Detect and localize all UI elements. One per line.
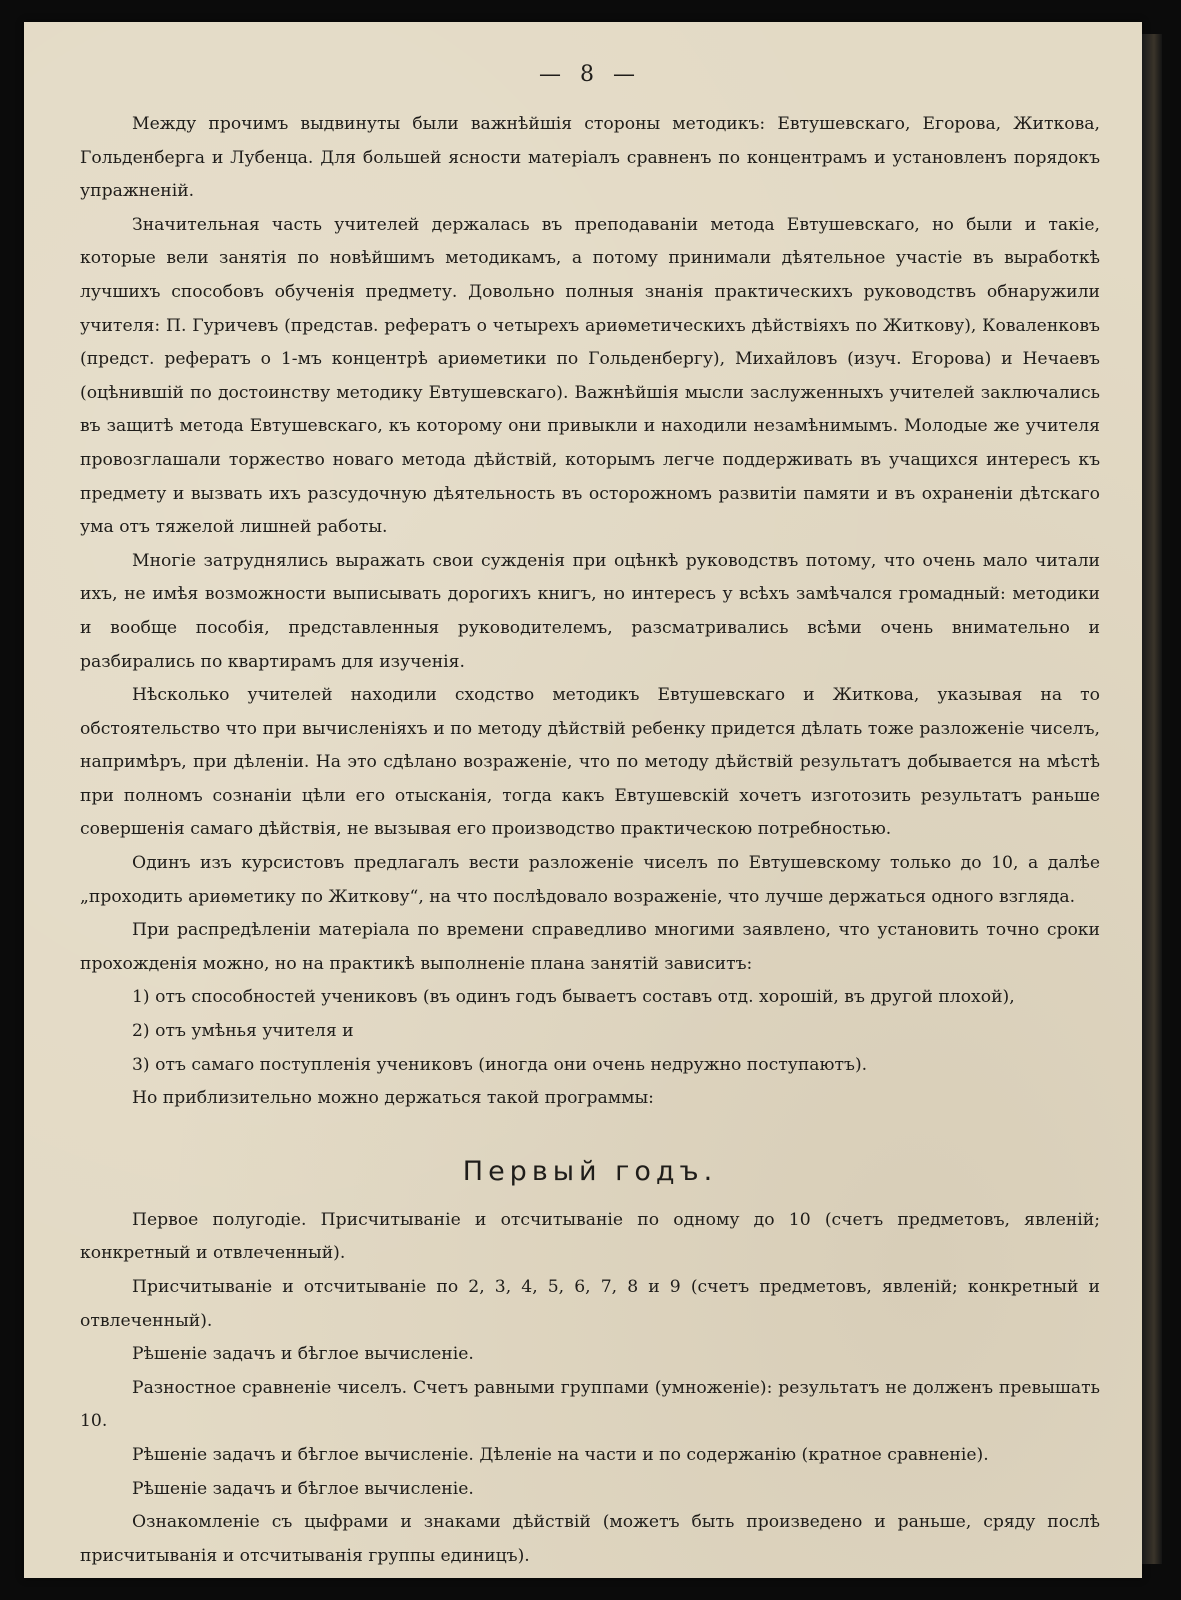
paragraph: Рѣшеніе задачъ и бѣглое вычисленіе. <box>132 1344 474 1365</box>
paragraph: Одинъ изъ курсистовъ предлагалъ вести разложеніе чиселъ по Евтушевскому только до 10, а далѣе „проходить ариѳметику по Житкову“, на что послѣдовало возраженіе, что лучше держаться одного взгляда. <box>80 853 1100 907</box>
paragraph: Но приблизительно можно держаться такой программы: <box>132 1088 654 1109</box>
list-item: 3) отъ самаго поступленія учениковъ (иногда они очень недружно поступаютъ). <box>132 1054 868 1075</box>
paragraph: Между прочимъ выдвинуты были важнѣйшія стороны методикъ: Евтушевскаго, Егорова, Житкова, Гольденберга и Лубенца. Для большей ясности матеріалъ сравненъ по концентрамъ и установленъ порядокъ упражненій. <box>80 114 1100 202</box>
paragraph: Рѣшеніе задачъ и бѣглое вычисленіе. <box>132 1478 474 1499</box>
paragraph: Рѣшеніе задачъ и бѣглое вычисленіе. Дѣленіе на части и по содержанію (кратное сравненіе). <box>132 1444 989 1465</box>
section-title: Первый годъ. <box>462 1155 718 1187</box>
paragraph: Многіе затруднялись выражать свои сужденія при оцѣнкѣ руководствъ потому, что очень мало читали ихъ, не имѣя возможности выписывать дорогихъ книгъ, но интересъ у всѣхъ замѣчался громадный: методики и вообще пособія, представленныя руководителемъ, разсматривались всѣми очень внимательно и разбирались по квартирамъ для изученія. <box>80 550 1100 672</box>
list-item: 1) отъ способностей учениковъ (въ одинъ годъ бываетъ составъ отд. хорошій, въ другой плохой), <box>132 987 1015 1008</box>
paragraph: Присчитываніе и отсчитываніе по 2, 3, 4, 5, 6, 7, 8 и 9 (счетъ предметовъ, явленій; конкретный и отвлеченный). <box>80 1277 1100 1331</box>
page-number: — 8 — <box>539 62 641 87</box>
paragraph: При распредѣленіи матеріала по времени справедливо многими заявлено, что установить точно сроки прохожденія можно, но на практикѣ выполненіе плана занятій зависитъ: <box>80 920 1100 974</box>
paragraph: Разностное сравненіе чиселъ. Счетъ равными группами (умноженіе): результатъ не долженъ превышать 10. <box>80 1377 1100 1432</box>
paragraph: Первое полугодіе. Присчитываніе и отсчитываніе по одному до 10 (счетъ предметовъ, явленій; конкретный и отвлеченный). <box>80 1209 1100 1264</box>
paragraph: Ознакомленіе съ цыфрами и знаками дѣйствій (можетъ быть произведено и раньше, сряду послѣ присчитыванія и отсчитыванія группы единицъ). <box>80 1512 1100 1566</box>
adjacent-page-edge <box>1142 34 1162 1564</box>
list-item: 2) отъ умѣнья учителя и <box>132 1021 354 1042</box>
paragraph: Нѣсколько учителей находили сходство методикъ Евтушевскаго и Житкова, указывая на то обстоятельство что при вычисленіяхъ и по методу дѣйствій ребенку придется дѣлать тоже разложеніе чиселъ, напримѣръ, при дѣленіи. На это сдѣлано возраженіе, что по методу дѣйствій результатъ добывается на мѣстѣ при полномъ сознаніи цѣли его отысканія, тогда какъ Евтушевскій хочетъ изготозить результатъ раньше совершенія самаго дѣйствія, не вызывая его производство практическою потребностью. <box>80 685 1100 840</box>
paragraph: Значительная часть учителей держалась въ преподаваніи метода Евтушевскаго, но были и такіе, которые вели занятія по новѣйшимъ методикамъ, а потому принимали дѣятельное участіе въ выработкѣ лучшихъ способовъ обученія предмету. Довольно полныя знанія практическихъ руководствъ обнаружили учителя: П. Гуричевъ (представ. рефератъ о четырехъ ариѳметическихъ дѣйствіяхъ по Житкову), Коваленковъ (предст. рефератъ о 1-мъ концентрѣ ариѳметики по Гольденбергу), Михайловъ (изуч. Егорова) и Нечаевъ (оцѣнившій по достоинству методику Евтушевскаго). Важнѣйшія мысли заслуженныхъ учителей заключались въ защитѣ метода Евтушевскаго, къ которому они привыкли и находили незамѣнимымъ. Молодые же учителя провозглашали торжество новаго метода дѣйствій, которымъ легче поддерживать въ учащихся интересъ къ предмету и вызвать ихъ разсудочную дѣятельность въ осторожномъ развитіи памяти и въ охраненіи дѣтскаго ума отъ тяжелой лишней работы. <box>80 214 1100 538</box>
page-text <box>80 60 1100 1573</box>
